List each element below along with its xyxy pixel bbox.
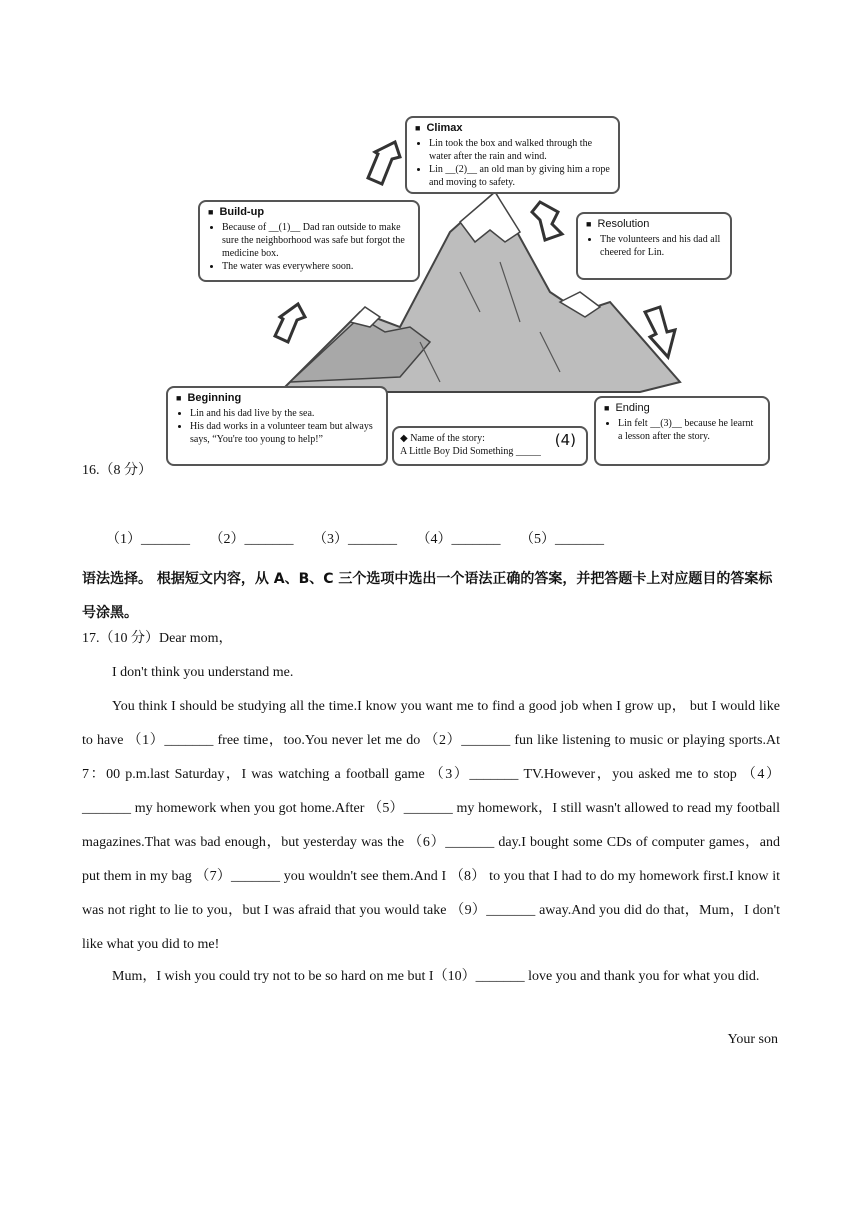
answer-blank[interactable]: （2）_______ [209, 532, 294, 547]
answer-blank[interactable]: （4）_______ [416, 532, 501, 547]
letter-paragraph-1: You think I should be studying all the time.I know you want me to find a good job when I grow up， but I would like to have （1）_______ free time，too.You never let me do （2）_______ fun like listening to music or playing sports.At 7：00 p.m.last Saturday，I was watching a football game （3）_______ TV.However，you asked me to stop （4）_______ my homework when you got home.After （5）_______ my homework，I still wasn't allowed to read my football magazines.That was bad enough，but yesterday was the （6）_______ day.I bought some CDs of computer games，and put them in my bag （7）_______ you wouldn't see them.And I （8） to you that I had to do my homework first.I know it was not right to lie to you，but I was afraid that you would take （9）_______ away.And you did do that，Mum，I don't like what you did to me! [82, 699, 780, 952]
buildup-item: • Because of __(1)__ Dad ran outside to make sure the neighborhood was safe but forgot the medicine box. [222, 221, 410, 260]
buildup-box [198, 200, 420, 282]
letter-line: I don't think you understand me. [112, 665, 294, 680]
answer-blank[interactable]: （5）_______ [520, 532, 604, 547]
buildup-item: • The water was everywhere soon. [222, 260, 410, 273]
story-name-box [392, 426, 588, 466]
climax-box [405, 116, 620, 194]
resolution-box [576, 212, 732, 280]
ending-title: ■ Ending [604, 402, 760, 415]
ending-item: • Lin felt __(3)__ because he learnt a lesson after the story. [618, 417, 760, 443]
answer-blank[interactable]: （3）_______ [313, 532, 397, 547]
beginning-title: ■ Beginning [176, 392, 378, 405]
beginning-item: • His dad works in a volunteer team but always says, “You're too young to help!” [190, 420, 378, 446]
story-name-text: A Little Boy Did Something _____ [400, 446, 541, 457]
resolution-title: ■ Resolution [586, 218, 722, 231]
answer-blank[interactable]: （1）_______ [106, 532, 190, 547]
beginning-box [166, 386, 388, 466]
story-mountain-diagram [160, 112, 780, 472]
buildup-title: ■ Build-up [208, 206, 410, 219]
climax-item: • Lin took the box and walked through the water after the rain and wind. [429, 137, 610, 163]
question-16-label: 16.（8 分） [82, 463, 152, 478]
blank-number-4: (4) [554, 431, 576, 449]
letter-signature: Your son [727, 1032, 778, 1047]
climax-item: • Lin __(2)__ an old man by giving him a rope and moving to safety. [429, 163, 610, 189]
grammar-instruction: 语法选择。 根据短文内容，从 A、B、C 三个选项中选出一个语法正确的答案，并把答题卡上对应题目的答案标号涂黑。 [82, 571, 773, 621]
story-name-label: ◆ Name of the story: [400, 433, 485, 444]
ending-box [594, 396, 770, 466]
resolution-item: • The volunteers and his dad all cheered for Lin. [600, 233, 722, 259]
question-17-header: 17.（10 分）Dear mom， [82, 631, 233, 646]
letter-paragraph-2: Mum，I wish you could try not to be so hard on me but I（10）_______ love you and thank you for what you did. [112, 969, 760, 984]
climax-title: ■ Climax [415, 122, 610, 135]
arrow-down-icon [532, 202, 562, 240]
beginning-item: • Lin and his dad live by the sea. [190, 407, 378, 420]
arrow-up-icon [368, 142, 400, 184]
question-16-blanks [106, 528, 618, 548]
arrow-up-icon [275, 304, 305, 342]
